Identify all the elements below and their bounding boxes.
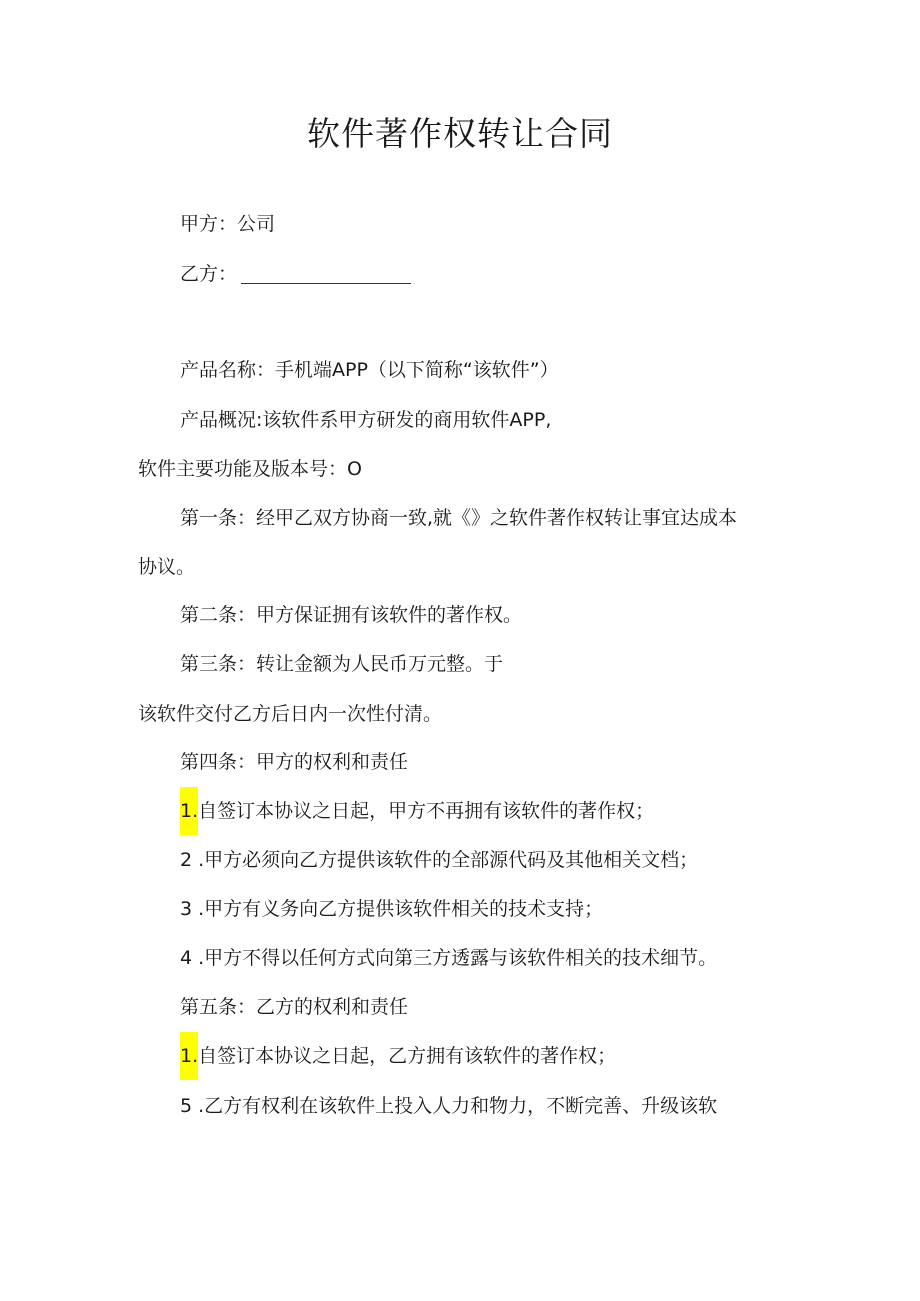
party-b-label: 乙方： bbox=[180, 263, 238, 285]
article-1-line-1: 第一条：经甲乙双方协商一致,就《》之软件著作权转让事宜达成本 bbox=[180, 507, 738, 529]
article-5-item-1-text: 自签订本协议之日起，乙方拥有该软件的著作权； bbox=[198, 1045, 617, 1067]
highlight-number: 1. bbox=[180, 1032, 198, 1080]
party-b-blank bbox=[241, 263, 411, 284]
article-3-line-1: 第三条：转让金额为人民币万元整。于 bbox=[180, 653, 504, 675]
contract-title: 软件著作权转让合同 bbox=[307, 114, 613, 153]
article-4-item-1 bbox=[180, 797, 654, 825]
article-4-item-3: 3 .甲方有义务向乙方提供该软件相关的技术支持； bbox=[180, 898, 604, 920]
article-5-item-5: 5 .乙方有权利在该软件上投入人力和物力，不断完善、升级该软 bbox=[180, 1095, 718, 1117]
article-4-item-1-text: 自签订本协议之日起，甲方不再拥有该软件的著作权； bbox=[198, 800, 655, 822]
article-5-heading: 第五条：乙方的权利和责任 bbox=[180, 996, 409, 1018]
article-4-item-2: 2 .甲方必须向乙方提供该软件的全部源代码及其他相关文档； bbox=[180, 849, 699, 871]
party-a: 甲方：公司 bbox=[180, 213, 276, 235]
article-2: 第二条：甲方保证拥有该软件的著作权。 bbox=[180, 604, 523, 626]
article-5-item-1 bbox=[180, 1042, 616, 1070]
product-overview: 产品概况:该软件系甲方研发的商用软件APP, bbox=[180, 409, 552, 431]
software-functions: 软件主要功能及版本号：O bbox=[138, 458, 362, 480]
highlight-number: 1. bbox=[180, 787, 198, 835]
article-1-line-2: 协议。 bbox=[138, 556, 196, 578]
article-4-heading: 第四条：甲方的权利和责任 bbox=[180, 751, 409, 773]
product-name: 产品名称：手机端APP（以下简称“该软件”） bbox=[180, 359, 559, 381]
article-3-line-2: 该软件交付乙方后日内一次性付清。 bbox=[138, 703, 443, 725]
party-b bbox=[180, 260, 411, 288]
article-4-item-4: 4 .甲方不得以任何方式向第三方透露与该软件相关的技术细节。 bbox=[180, 947, 718, 969]
